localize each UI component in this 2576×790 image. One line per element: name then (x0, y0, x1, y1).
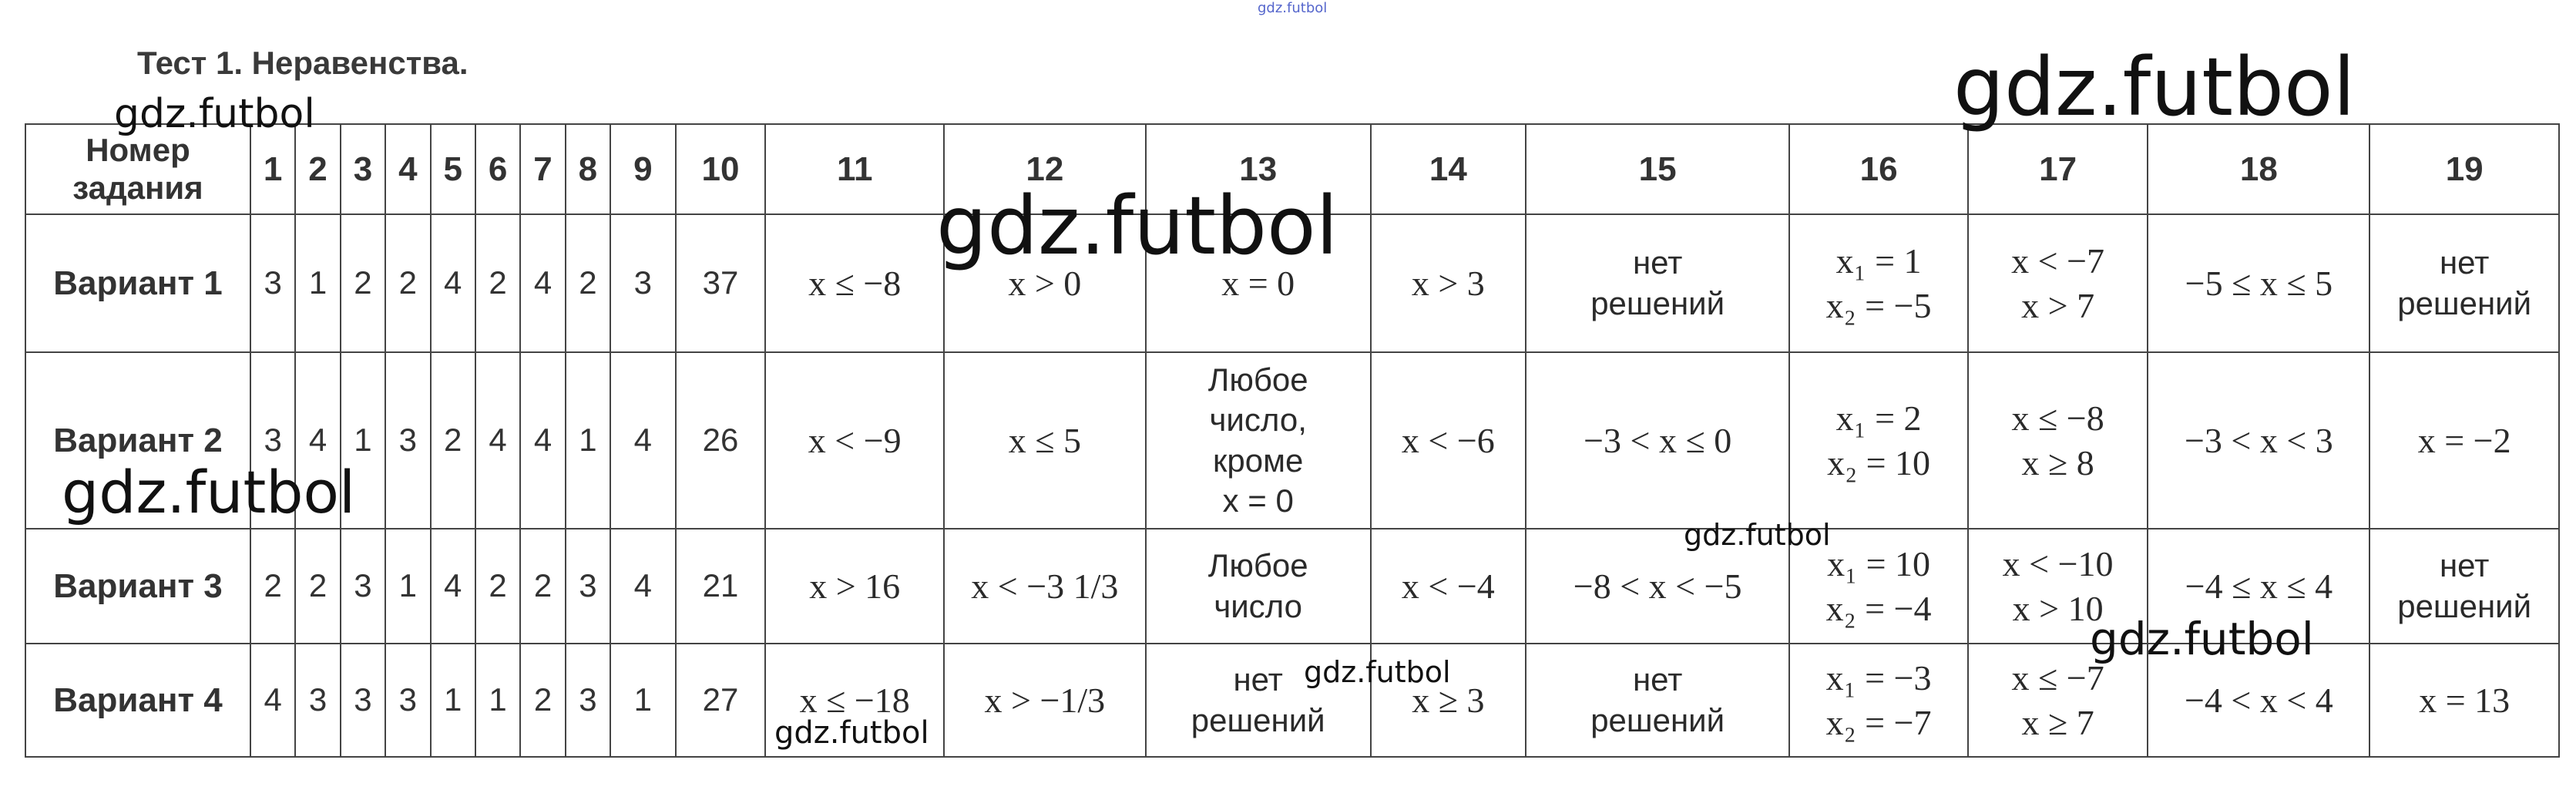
answer-cell (475, 644, 520, 757)
answer-cell (2148, 214, 2369, 352)
answer-line: решений (2397, 284, 2532, 321)
answer-line: −4 < x < 4 (2184, 680, 2333, 720)
answer-line: x = 0 (1221, 263, 1295, 303)
task-number-19: 19 (2369, 124, 2559, 214)
answer-cell (520, 644, 565, 757)
answer-cell (250, 214, 295, 352)
answer-line: −3 < x < 3 (2184, 420, 2333, 460)
answer-line: 4 (533, 422, 552, 459)
task-number-10: 10 (676, 124, 766, 214)
watermark: gdz.futbol (936, 179, 1338, 273)
variant-label: Вариант 2 (25, 352, 250, 529)
answer-line: x₁ = 1 (1835, 241, 1922, 281)
answer-line: 2 (533, 681, 552, 718)
answer-line: 4 (533, 264, 552, 301)
answer-cell (475, 214, 520, 352)
answer-cell (566, 352, 610, 529)
task-number-14: 14 (1371, 124, 1526, 214)
answer-line: 1 (444, 681, 462, 718)
answer-cell (1526, 352, 1789, 529)
answer-line: число, (1209, 402, 1307, 438)
answer-line: нет (2439, 244, 2490, 281)
answer-line: x < −4 (1401, 566, 1495, 606)
answer-line: Любое (1207, 361, 1308, 398)
variant-label: Вариант 3 (25, 529, 250, 644)
answer-line: 26 (702, 422, 739, 459)
answer-line: x < −10 (2002, 544, 2114, 583)
answer-line: −8 < x < −5 (1573, 566, 1742, 606)
task-number-7: 7 (520, 124, 565, 214)
answer-line: нет (2439, 547, 2490, 583)
answer-cell (2369, 352, 2559, 529)
answer-cell (520, 529, 565, 644)
task-number-4: 4 (385, 124, 430, 214)
answer-cell (431, 644, 475, 757)
answer-line: x = 13 (2419, 680, 2511, 720)
answer-cell (1371, 352, 1526, 529)
answer-cell (610, 644, 676, 757)
watermark: gdz.futbol (1684, 518, 1831, 552)
answer-cell (2369, 529, 2559, 644)
answer-cell (676, 529, 766, 644)
answer-line: 4 (444, 264, 462, 301)
answer-cell (610, 529, 676, 644)
answer-cell (676, 352, 766, 529)
answer-cell (520, 352, 565, 529)
answer-line: −4 ≤ x ≤ 4 (2185, 566, 2333, 606)
answer-cell (1526, 214, 1789, 352)
answer-line: 1 (633, 681, 653, 718)
answer-line: 2 (489, 264, 507, 301)
answer-line: число (1214, 587, 1303, 624)
answer-cell (341, 214, 385, 352)
answer-cell (1146, 529, 1371, 644)
answer-line: x ≥ 3 (1412, 680, 1485, 720)
answer-cell (1789, 352, 1968, 529)
answer-cell (610, 214, 676, 352)
answer-cell (566, 644, 610, 757)
watermark: gdz.futbol (1258, 0, 1328, 16)
answer-cell (341, 529, 385, 644)
task-number-17: 17 (1968, 124, 2148, 214)
answer-cell (2369, 644, 2559, 757)
answer-line: x < −9 (808, 420, 902, 460)
answer-cell (1789, 644, 1968, 757)
answer-cell (566, 529, 610, 644)
variant-label: Вариант 4 (25, 644, 250, 757)
answer-line: 37 (702, 264, 739, 301)
answer-line: x < −7 (2011, 241, 2105, 281)
answer-line: x > 0 (1008, 263, 1082, 303)
answer-line: 1 (489, 681, 507, 718)
answer-line: 3 (398, 681, 417, 718)
answer-line: x₂ = −4 (1825, 588, 1932, 628)
answer-line: 1 (308, 264, 327, 301)
answer-line: x₁ = 10 (1827, 544, 1931, 583)
answer-line: 2 (264, 567, 282, 604)
answer-cell (765, 214, 944, 352)
answer-cell (566, 214, 610, 352)
answer-line: x ≤ −18 (799, 680, 910, 720)
answer-line: x > −1/3 (984, 680, 1106, 720)
task-number-3: 3 (341, 124, 385, 214)
answer-cell (295, 529, 340, 644)
answer-cell (676, 644, 766, 757)
task-number-5: 5 (431, 124, 475, 214)
answer-line: 1 (354, 422, 372, 459)
answer-cell (1789, 214, 1968, 352)
answer-line: x₁ = 2 (1835, 398, 1922, 438)
answer-cell (765, 529, 944, 644)
answer-cell (1371, 214, 1526, 352)
answer-line: 3 (398, 422, 417, 459)
answer-line: 3 (579, 681, 597, 718)
answer-cell (431, 214, 475, 352)
answer-cell (385, 644, 430, 757)
page-title: Тест 1. Неравенства. (137, 45, 469, 81)
answer-line: 3 (308, 681, 327, 718)
answer-line: нет (1632, 244, 1683, 281)
answer-line: x₂ = −5 (1825, 285, 1932, 325)
answer-cell (944, 529, 1146, 644)
watermark: gdz.futbol (2090, 613, 2314, 665)
answer-cell (1371, 529, 1526, 644)
answer-cell (2148, 352, 2369, 529)
answer-cell (2369, 214, 2559, 352)
watermark: gdz.futbol (114, 91, 315, 137)
answer-line: x ≤ −7 (2011, 658, 2104, 698)
task-number-15: 15 (1526, 124, 1789, 214)
answer-line: x = −2 (2417, 420, 2511, 460)
answer-cell (431, 529, 475, 644)
watermark: gdz.futbol (774, 715, 929, 751)
answer-line: x ≤ −8 (808, 263, 902, 303)
answer-line: 2 (533, 567, 552, 604)
answer-line: кроме (1213, 442, 1304, 479)
answer-cell (385, 352, 430, 529)
answer-cell (250, 644, 295, 757)
answer-line: 3 (354, 567, 372, 604)
answer-line: 2 (489, 567, 507, 604)
answer-cell (1526, 644, 1789, 757)
task-number-11: 11 (765, 124, 944, 214)
answer-cell (385, 214, 430, 352)
answer-line: 1 (398, 567, 417, 604)
answer-cell (1968, 214, 2148, 352)
watermark: gdz.futbol (1953, 40, 2356, 134)
answer-line: x > 16 (809, 566, 901, 606)
answer-cell (431, 352, 475, 529)
answer-line: решений (1590, 701, 1725, 738)
table-row (25, 352, 2559, 529)
task-number-8: 8 (566, 124, 610, 214)
answer-line: x > 10 (2012, 588, 2104, 628)
answer-line: −5 ≤ x ≤ 5 (2185, 263, 2333, 303)
answer-cell (520, 214, 565, 352)
task-number-1: 1 (250, 124, 295, 214)
task-number-18: 18 (2148, 124, 2369, 214)
answer-cell (944, 352, 1146, 529)
answer-line: x = 0 (1222, 482, 1294, 519)
answer-line: 3 (264, 422, 282, 459)
answer-line: решений (1191, 701, 1325, 738)
answer-line: решений (2397, 587, 2532, 624)
watermark: gdz.futbol (1304, 655, 1451, 689)
answer-cell (944, 644, 1146, 757)
answer-cell (475, 529, 520, 644)
answer-line: 2 (579, 264, 597, 301)
answer-line: 2 (398, 264, 417, 301)
answer-line: 2 (444, 422, 462, 459)
task-number-12: 12 (944, 124, 1146, 214)
watermark: gdz.futbol (62, 458, 356, 526)
answer-line: x₁ = −3 (1825, 658, 1932, 698)
answer-line: x < −6 (1401, 420, 1495, 460)
answer-line: x > 3 (1411, 263, 1485, 303)
answer-cell (475, 352, 520, 529)
answer-line: x > 7 (2021, 285, 2095, 325)
answer-cell (1968, 352, 2148, 529)
answer-cell (295, 644, 340, 757)
answer-cell (250, 529, 295, 644)
answer-line: x ≤ 5 (1008, 420, 1081, 460)
answer-line: 4 (633, 422, 653, 459)
answer-line: 2 (354, 264, 372, 301)
answer-line: 4 (489, 422, 507, 459)
answer-line: 27 (702, 681, 739, 718)
answer-line: x < −3 1/3 (971, 566, 1119, 606)
answer-line: 4 (633, 567, 653, 604)
answer-line: нет (1233, 661, 1283, 698)
answer-line: 3 (579, 567, 597, 604)
answer-line: −3 < x ≤ 0 (1584, 420, 1732, 460)
answer-line: Любое (1207, 547, 1308, 583)
answer-line: 3 (264, 264, 282, 301)
answer-line: нет (1632, 661, 1683, 698)
task-number-16: 16 (1789, 124, 1968, 214)
answer-line: 4 (308, 422, 327, 459)
answer-line: 3 (633, 264, 653, 301)
task-number-header: Номер задания (25, 124, 250, 214)
answer-line: 1 (579, 422, 597, 459)
task-number-9: 9 (610, 124, 676, 214)
answer-line: 21 (702, 567, 739, 604)
answer-line: x ≥ 7 (2021, 702, 2094, 742)
answer-cell (676, 214, 766, 352)
answer-line: 4 (444, 567, 462, 604)
task-number-6: 6 (475, 124, 520, 214)
task-number-2: 2 (295, 124, 340, 214)
task-number-13: 13 (1146, 124, 1371, 214)
answer-cell (610, 352, 676, 529)
answer-cell (295, 214, 340, 352)
answer-line: x ≥ 8 (2021, 442, 2094, 482)
answer-line: решений (1590, 284, 1725, 321)
answer-line: 4 (264, 681, 282, 718)
answer-cell (1146, 352, 1371, 529)
answer-cell (385, 529, 430, 644)
answer-line: x ≤ −8 (2011, 398, 2104, 438)
variant-label: Вариант 1 (25, 214, 250, 352)
answer-line: 2 (308, 567, 327, 604)
answer-cell (341, 644, 385, 757)
answer-line: 3 (354, 681, 372, 718)
answer-cell (765, 352, 944, 529)
answer-line: x₂ = −7 (1825, 702, 1932, 742)
answer-line: x₂ = 10 (1827, 442, 1931, 482)
